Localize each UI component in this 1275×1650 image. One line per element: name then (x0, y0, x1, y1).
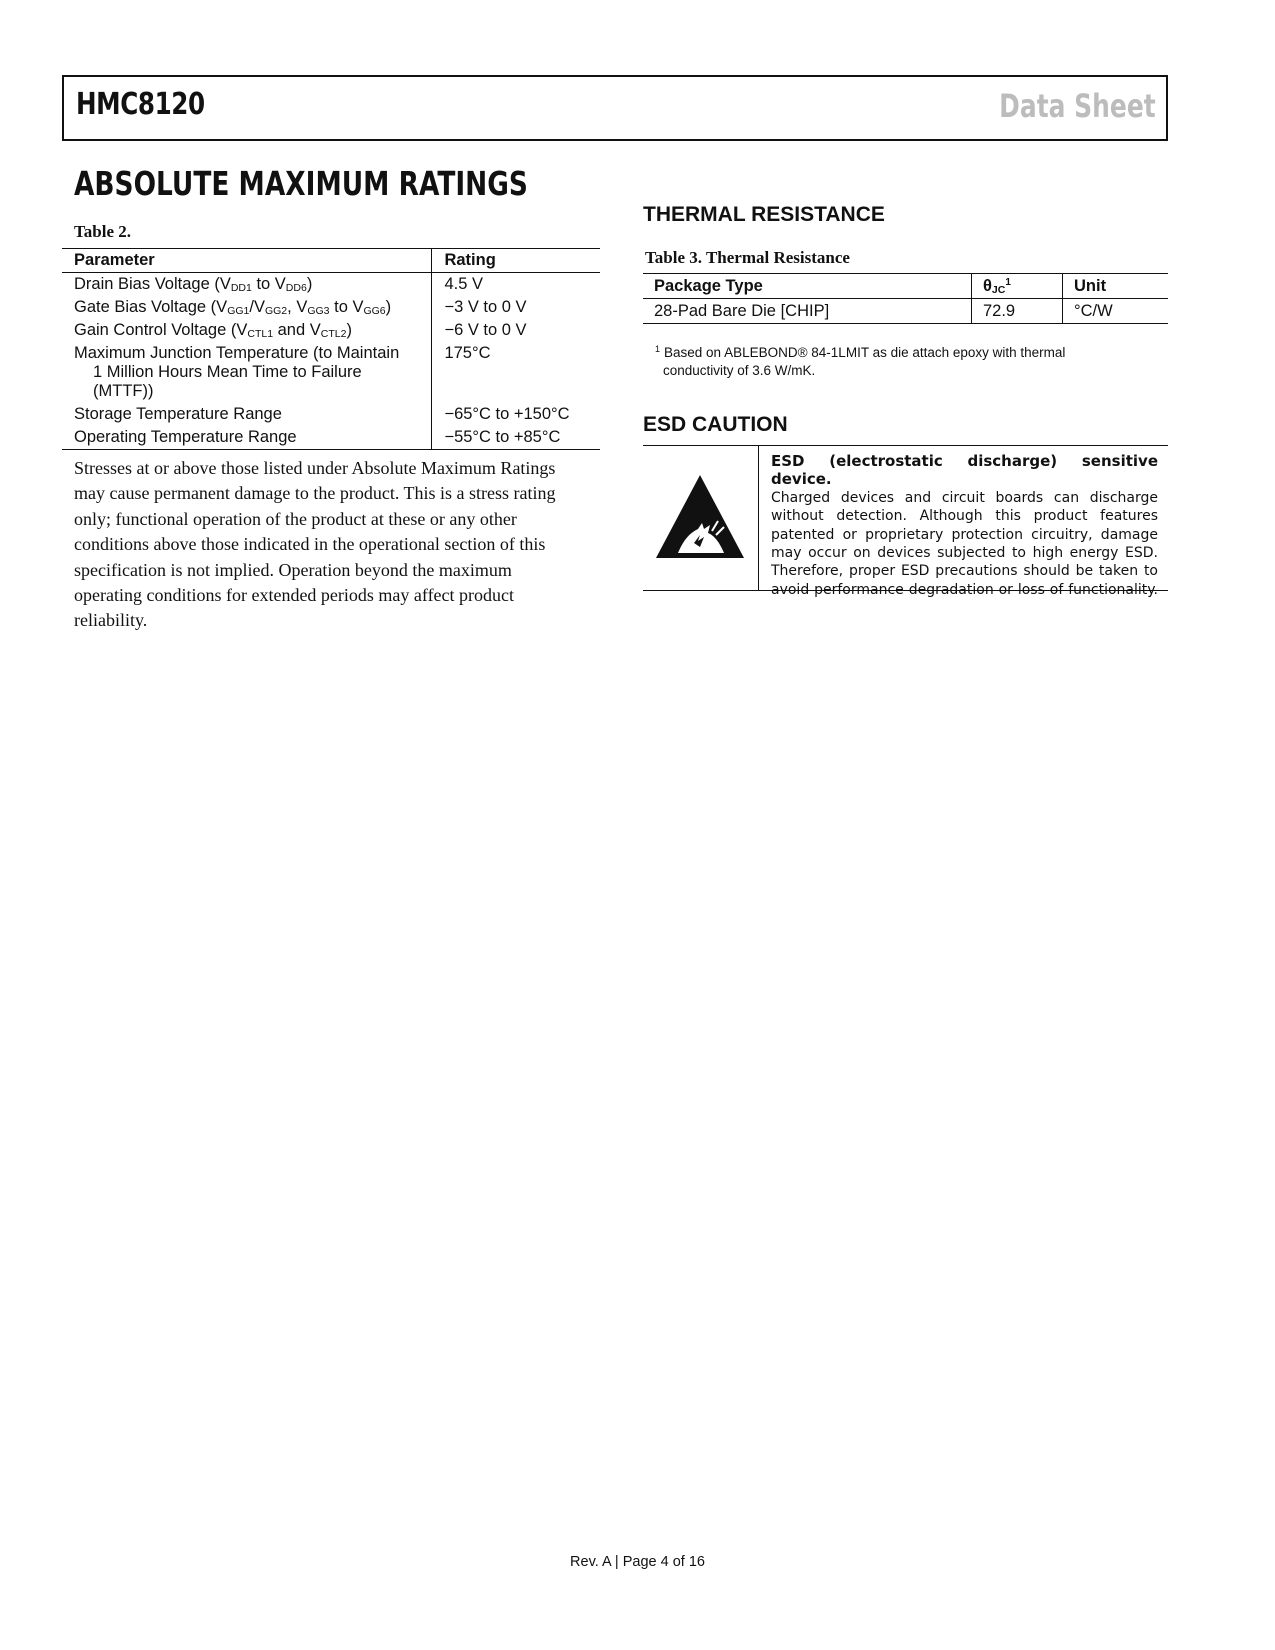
rating-cell: −3 V to 0 V (432, 296, 600, 319)
table-header-row (62, 249, 600, 273)
table-header-row (643, 274, 1168, 299)
thermal-footnote: $^1$ Based on ABLEBOND® 84-1LMIT as die attach epoxy with thermal conductivity of 3.6 W/mK. (655, 344, 1066, 378)
parameter-cell: Maximum Junction Temperature (to Maintain 1 Million Hours Mean Time to Failure (MTTF)) (74, 344, 400, 400)
table-row (62, 296, 600, 319)
column-header-theta-jc: $\theta_{JC}^1$ (972, 274, 1063, 299)
parameter-cell: Drain Bias Voltage ($V_{DD1}$ to $V_{DD6}$) (74, 275, 313, 294)
unit-cell: °C/W (1063, 299, 1169, 324)
esd-icon-cell (643, 446, 759, 590)
thermal-table (643, 273, 1168, 324)
rating-cell: −65°C to +150°C (432, 403, 600, 426)
table-row (62, 403, 600, 426)
table-row (62, 426, 600, 450)
page-header (62, 75, 1168, 141)
table-row (62, 273, 600, 297)
parameter-cell: Storage Temperature Range (74, 405, 282, 423)
ratings-table-caption: Table 2. (74, 222, 132, 241)
document-type: Data Sheet (999, 87, 1156, 125)
package-type-cell: 28-Pad Bare Die [CHIP] (654, 302, 830, 320)
rating-cell: −6 V to 0 V (432, 319, 600, 342)
thermal-table-caption: Table 3. Thermal Resistance (645, 248, 850, 267)
esd-caution-title: ESD CAUTION (643, 413, 788, 436)
rating-cell: −55°C to +85°C (432, 426, 600, 450)
thermal-resistance-title: THERMAL RESISTANCE (643, 203, 885, 226)
ratings-table (62, 248, 600, 450)
rating-cell: 4.5 V (432, 273, 600, 297)
column-header-rating: Rating (432, 249, 600, 273)
product-name: HMC8120 (76, 87, 205, 122)
esd-caution-text: ESD (electrostatic discharge) sensitive device. Charged devices and circuit boards can discharge without detection. Although this product features patented or proprietary protection circuitry, damage may occur on devices subjected to high energy ESD. Therefore, proper ESD precautions should be taken to avoid performance degradation or loss of functionality. (771, 452, 1158, 598)
parameter-cell: Operating Temperature Range (74, 428, 297, 446)
parameter-cell: Gain Control Voltage ($V_{CTL1}$ and $V_{CTL2}$) (74, 321, 352, 340)
table-row (62, 319, 600, 342)
section-title: ABSOLUTE MAXIMUM RATINGS (74, 164, 528, 203)
page-footer: Rev. A | Page 4 of 16 (570, 1554, 705, 1570)
column-header-package-type: Package Type (654, 277, 763, 295)
theta-jc-cell: 72.9 (972, 299, 1063, 324)
column-header-unit: Unit (1063, 274, 1169, 299)
column-header-parameter: Parameter (74, 251, 155, 269)
esd-caution-box (643, 446, 1168, 598)
table-row (643, 299, 1168, 324)
table-row (62, 342, 600, 403)
stress-note: Stresses at or above those listed under Absolute Maximum Ratings may cause permanent damage to the product. This is a stress rating only; functional operation of the product at these or any other conditions above those indicated in the operational section of this specification is not implied. Operation beyond the maximum operating conditions for extended periods may affect product reliability. (74, 458, 556, 631)
esd-warning-icon (654, 473, 746, 563)
rating-cell: 175°C (432, 342, 600, 403)
parameter-cell: Gate Bias Voltage ($V_{GG1}/V_{GG2}$, $V_{GG3}$ to $V_{GG6}$) (74, 298, 392, 317)
